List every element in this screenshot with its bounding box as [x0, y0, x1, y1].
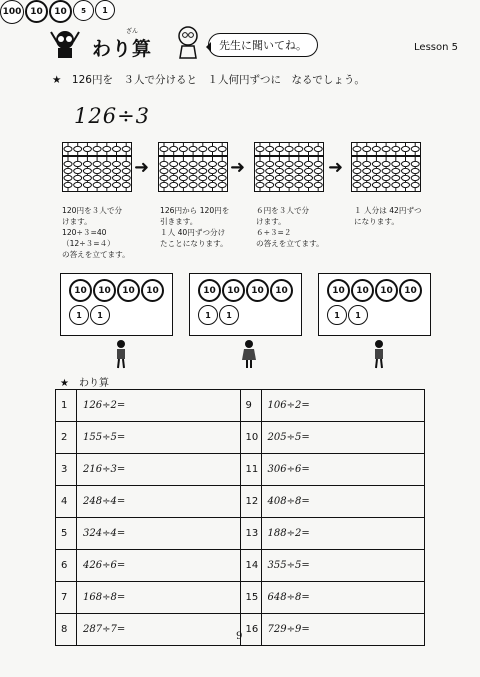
- problem-number: 12: [240, 486, 261, 518]
- problem-expression[interactable]: 205÷5=: [261, 422, 425, 454]
- lesson-label: Lesson 5: [414, 42, 458, 53]
- problem-expression[interactable]: 408÷8=: [261, 486, 425, 518]
- coin-icon: 10: [246, 279, 269, 302]
- coin-icon: 1: [348, 305, 368, 325]
- coin-icon: 10: [198, 279, 221, 302]
- step-text: ６円を３人で分 けます。 ６÷３=２ の答えを立てます。: [256, 206, 324, 248]
- coin-icon: 1: [95, 0, 115, 20]
- abacus-icon: [158, 142, 228, 192]
- problem-number: 1: [56, 390, 77, 422]
- abacus-icon: [62, 142, 132, 192]
- mascot-icon: [45, 28, 85, 60]
- table-row: [56, 422, 425, 454]
- table-row: [56, 486, 425, 518]
- main-equation: 126÷3: [74, 104, 151, 128]
- table-row: [56, 454, 425, 486]
- problem-number: 14: [240, 550, 261, 582]
- problem-expression[interactable]: 106÷2=: [261, 390, 425, 422]
- coin-icon: 10: [270, 279, 293, 302]
- coin-icon: 10: [69, 279, 92, 302]
- page-title: わり算: [92, 38, 153, 60]
- coin-icon: 1: [327, 305, 347, 325]
- problem-expression[interactable]: 426÷6=: [77, 550, 241, 582]
- child-figure-icon: [371, 339, 387, 369]
- problem-expression[interactable]: 126÷2=: [77, 390, 241, 422]
- teacher-icon: [172, 24, 204, 60]
- problem-number: 7: [56, 582, 77, 614]
- problem-expression[interactable]: 729÷9=: [261, 614, 425, 646]
- problem-number: 15: [240, 582, 261, 614]
- problem-expression[interactable]: 355÷5=: [261, 550, 425, 582]
- problem-expression[interactable]: 287÷7=: [77, 614, 241, 646]
- problem-expression[interactable]: 155÷5=: [77, 422, 241, 454]
- problem-expression[interactable]: 216÷3=: [77, 454, 241, 486]
- step-text: 120円を３人で分 けます。 120÷３=40 （12÷３=４） の答えを立てます。: [62, 206, 130, 259]
- coin-icon: 1: [69, 305, 89, 325]
- coin-icon: 1: [90, 305, 110, 325]
- coin-icon: 10: [327, 279, 350, 302]
- problem-expression[interactable]: 324÷4=: [77, 518, 241, 550]
- problem-number: 5: [56, 518, 77, 550]
- coin-icon: 10: [93, 279, 116, 302]
- coin-icon: 100: [0, 0, 24, 24]
- coin-row: [0, 0, 480, 24]
- problem-number: 4: [56, 486, 77, 518]
- problem-expression[interactable]: 248÷4=: [77, 486, 241, 518]
- coin-icon: 1: [198, 305, 218, 325]
- problem-number: 16: [240, 614, 261, 646]
- step-text: １ 人分は 42円ずつ になります。: [354, 206, 422, 226]
- problem-expression[interactable]: 188÷2=: [261, 518, 425, 550]
- problem-expression[interactable]: 168÷8=: [77, 582, 241, 614]
- coin-icon: 10: [25, 0, 48, 23]
- arrow-icon: ➜: [230, 157, 246, 178]
- problem-number: 9: [240, 390, 261, 422]
- child-figure-icon: [241, 339, 257, 369]
- speech-bubble: 先生に聞いてね。: [208, 33, 318, 57]
- problem-number: 13: [240, 518, 261, 550]
- coin-icon: 1: [219, 305, 239, 325]
- arrow-icon: ➜: [328, 157, 344, 178]
- table-row: [56, 582, 425, 614]
- problem-number: 8: [56, 614, 77, 646]
- coin-box-3: [318, 273, 431, 336]
- coin-box-1: [60, 273, 173, 336]
- section-title: ★ わり算: [60, 378, 109, 389]
- coin-icon: 10: [375, 279, 398, 302]
- title-ruby: ざん: [126, 28, 139, 35]
- coin-box-2: [189, 273, 302, 336]
- coin-icon: 10: [49, 0, 72, 23]
- problem-grid: [55, 389, 425, 646]
- problem-number: 6: [56, 550, 77, 582]
- step-text: 126円から 120円を 引きます。 １人 40円ずつ分け たことになります。: [160, 206, 230, 248]
- arrow-icon: ➜: [134, 157, 150, 178]
- question-text: ★ 126円を ３人で分けると １人何円ずつに なるでしょう。: [52, 74, 365, 86]
- coin-icon: 10: [351, 279, 374, 302]
- problem-expression[interactable]: 648÷8=: [261, 582, 425, 614]
- table-row: [56, 518, 425, 550]
- problem-expression[interactable]: 306÷6=: [261, 454, 425, 486]
- coin-icon: 10: [117, 279, 140, 302]
- coin-icon: 10: [141, 279, 164, 302]
- problem-number: 3: [56, 454, 77, 486]
- problem-number: 11: [240, 454, 261, 486]
- problem-number: 2: [56, 422, 77, 454]
- child-figure-icon: [113, 339, 129, 369]
- table-row: [56, 550, 425, 582]
- problem-number: 10: [240, 422, 261, 454]
- coin-icon: 5: [73, 0, 94, 21]
- page-number: 9: [236, 631, 243, 642]
- coin-icon: 10: [399, 279, 422, 302]
- abacus-icon: [254, 142, 324, 192]
- table-row: [56, 390, 425, 422]
- abacus-icon: [351, 142, 421, 192]
- coin-icon: 10: [222, 279, 245, 302]
